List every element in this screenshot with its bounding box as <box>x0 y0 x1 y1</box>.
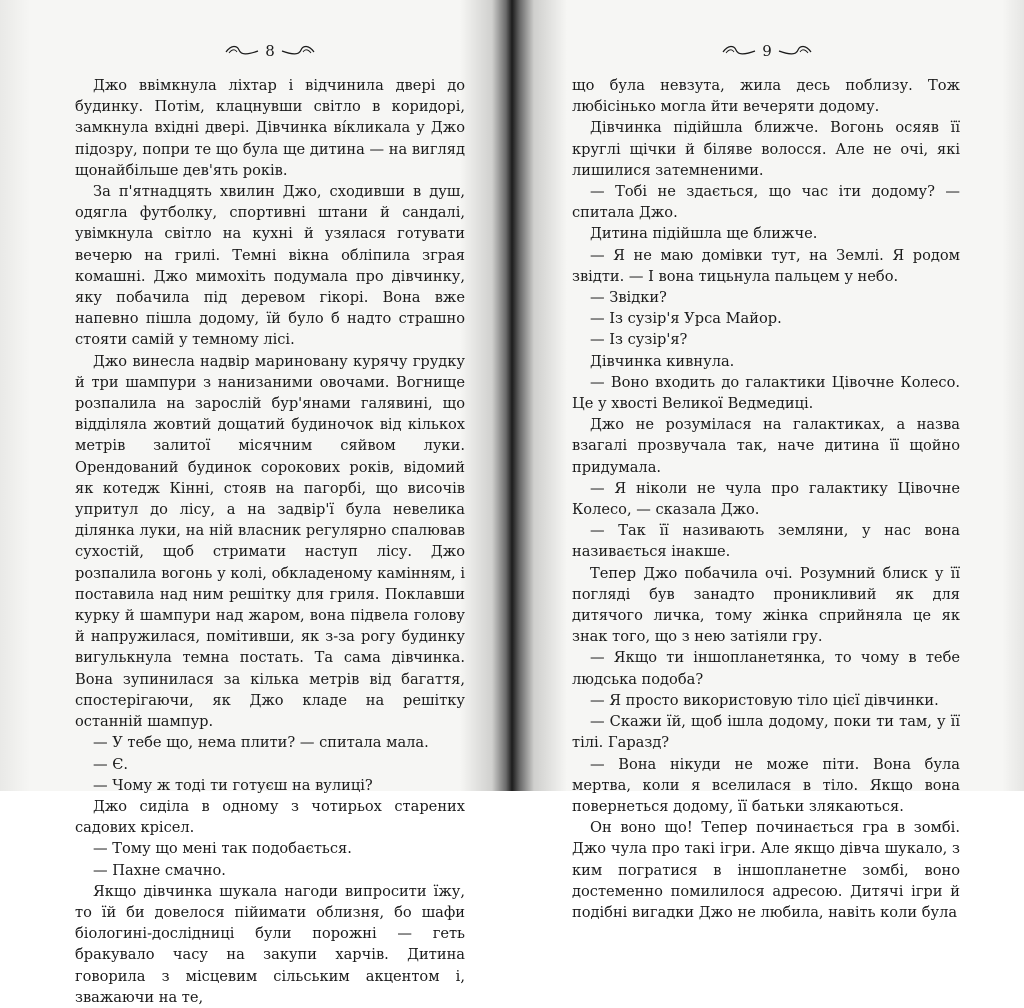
paragraph: Джо не розумілася на галактиках, а назва взагалі прозвучала так, наче дитина її щойно придумала. <box>572 416 960 476</box>
right-flourish-ornament <box>778 44 812 58</box>
paragraph: Дівчинка кивнула. <box>590 352 735 370</box>
paragraph: — Із сузір'я Урса Майор. <box>590 310 782 328</box>
paragraph: Дівчинка підійшла ближче. Вогонь осяяв її круглі щічки й біляве волосся. Але не очі, які лишилися затемненими. <box>572 119 960 179</box>
right-flourish-ornament <box>281 44 315 58</box>
paragraph: Тепер Джо побачила очі. Розумний блиск у її погляді був занадто проникливий як для дитячого личка, тому жінка сприйняла це як знак того, що з нею затіяли гру. <box>572 564 960 646</box>
paragraph: Джо сиділа в одному з чотирьох старених садових крісел. <box>75 797 465 837</box>
paragraph: Дитина підійшла ще ближче. <box>590 225 818 243</box>
paragraph: — Воно входить до галактики Цівочне Колесо. Це у хвості Великої Ведмедиці. <box>572 373 960 413</box>
page-number: 8 <box>265 41 275 60</box>
paragraph: — Вона нікуди не може піти. Вона була мертва, коли я вселилася в тіло. Якщо вона повернеться додому, її батьки злякаються. <box>572 755 960 815</box>
left-page-header <box>210 38 330 64</box>
paragraph: — Пахне смачно. <box>93 861 226 879</box>
paragraph: — Я не маю домівки тут, на Землі. Я родом звідти. — І вона тицьнула пальцем у небо. <box>572 246 960 285</box>
paragraph: — Тому що мені так подобається. <box>93 840 352 858</box>
paragraph: Джо винесла надвір мариновану курячу грудку й три шампури з нанизаними овочами. Вогнище розпалила на зарослій бур'янами галявині, що відділяла жовтий дощатий будиночок від кількох метрів залитої місячним сяйвом луки. Орендований будинок сорокових років, відомий як котедж Кінні, стояв на пагорбі, що височів упритул до лісу, а на задвір'ї була невелика ділянка луки, на ній власник регулярно спалював сухостій, щоб стримати наступ лісу. Джо розпалила вогонь у колі, обкладеному камінням, і поставила над ним решітку для гриля. Поклавши курку й шампури над жаром, вона підвела голову й напружилася, помітивши, як з-за рогу будинку вигулькнула темна постать. Та сама дівчинка. Вона зупинилася за кілька метрів від багаття, спостерігаючи, як Джо кладе на решітку останній шампур. <box>75 352 465 731</box>
paragraph: — Я просто використовую тіло цієї дівчинки. <box>590 691 939 709</box>
paragraph: — Тобі не здається, що час іти додому? — спитала Джо. <box>572 183 960 222</box>
paragraph: Джо ввімкнула ліхтар і відчинила двері до будинку. Потім, клацнувши світло в коридорі, замкнула вхідні двері. Дівчинка вíкликала у Джо підозру, попри те що була ще дитина — на вигляд щонайбільше дев'ять років. <box>75 77 465 179</box>
paragraph: За п'ятнадцять хвилин Джо, сходивши в душ, одягла футболку, спортивні штани й сандалі, увімкнула світло на кухні й узялася готувати вечерю на грилі. Темні вікна обліпила зграя комашні. Джо мимохіть подумала про дівчинку, яку побачила під деревом гікорі. Вона вже напевно пішла додому, їй було б надто страшно стояти самій у темному лісі. <box>75 183 465 349</box>
left-page-text <box>75 75 465 1008</box>
paragraph: Он воно що! Тепер починається гра в зомбі. Джо чула про такі ігри. Але якщо дівча шукало, з ким погратися в іншопланетне зомбі, воно достеменно помилилося адресою. Дитячі ігри й подібні вигадки Джо не любила, навіть коли була <box>572 819 960 921</box>
left-page <box>0 0 512 1006</box>
paragraph: — Якщо ти іншопланетянка, то чому в тебе людська подоба? <box>572 649 960 688</box>
right-page-header <box>707 38 827 64</box>
paragraph: що була невзута, жила десь поблизу. Тож любісінько могла йти вечеряти додому. <box>572 77 960 116</box>
page-number: 9 <box>762 41 772 60</box>
paragraph: — Є. <box>93 755 129 773</box>
left-flourish-ornament <box>225 44 259 58</box>
paragraph: — Так її називають земляни, у нас вона називається інакше. <box>572 522 960 561</box>
paragraph: — Звідки? <box>590 289 667 307</box>
paragraph: Якщо дівчинка шукала нагоди випросити їжу, то їй би довелося пійимати облизня, бо шафи біологині-дослідниці були порожні — геть бракувало часу на закупи харчів. Дитина говорила з місцевим сільським акцентом і, зважаючи на те, <box>75 882 465 1006</box>
paragraph: — Я ніколи не чула про галактику Цівочне Колесо, — сказала Джо. <box>572 479 960 519</box>
right-page <box>512 0 1024 921</box>
paragraph: — Скажи їй, щоб ішла додому, поки ти там, у її тілі. Гаразд? <box>572 713 960 752</box>
left-flourish-ornament <box>722 44 756 58</box>
paragraph: — У тебе що, нема плити? — спитала мала. <box>93 734 429 752</box>
right-page-text <box>572 75 960 923</box>
paragraph: — Чому ж тоді ти готуєш на вулиці? <box>93 776 373 794</box>
paragraph: — Із сузір'я? <box>590 331 688 349</box>
